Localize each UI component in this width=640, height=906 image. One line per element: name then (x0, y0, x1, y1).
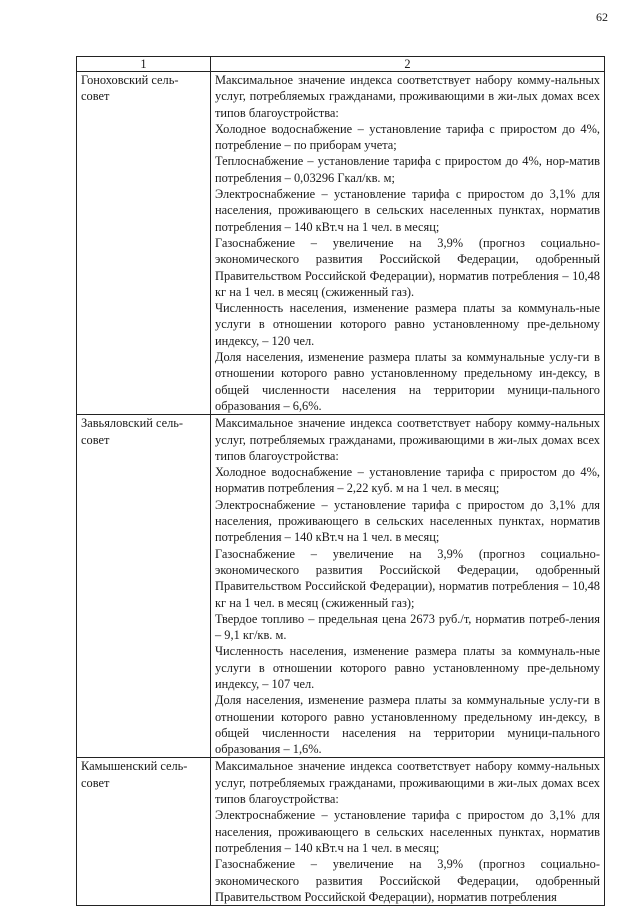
paragraph: Газоснабжение – увеличение на 3,9% (прогноз социально-экономического развития Российской Федерации, одобренный Правительством Российской Федерации), норматив потребления – 10,48 кг на 1 чел. в месяц (сжиженный газ). (215, 235, 600, 299)
paragraph: Электроснабжение – установление тарифа с приростом до 3,1% для населения, проживающего в сельских населенных пунктах, норматив потребления – 140 кВт.ч на 1 чел. в месяц; (215, 187, 600, 234)
index-description (211, 415, 605, 758)
paragraph: Твердое топливо – предельная цена 2673 руб./т, норматив потреб-ления – 9,1 кг/кв. м. (215, 611, 600, 643)
paragraph: Теплоснабжение – установление тарифа с приростом до 4%, нор-матив потребления – 0,03296 Гкал/кв. м; (215, 154, 600, 185)
table-header-row (77, 57, 605, 72)
index-description (211, 72, 605, 415)
column-header-2: 2 (211, 57, 605, 72)
table-row (77, 758, 605, 906)
paragraph: Холодное водоснабжение – установление тарифа с приростом до 4%, норматив потребления – 2,22 куб. м на 1 чел. в месяц; (215, 465, 600, 496)
table-row (77, 72, 605, 415)
index-description (211, 758, 605, 906)
paragraph: Максимальное значение индекса соответствует набору комму-нальных услуг, потребляемых гражданами, проживающими в жи-лых домах всех типов благоустройства: (215, 73, 600, 120)
document-table (76, 56, 605, 906)
municipality-name: Завьяловский сель-совет (77, 415, 211, 758)
paragraph: Газоснабжение – увеличение на 3,9% (прогноз социально-экономического развития Российской Федерации, одобренный Правительством Российской Федерации), норматив потребления – 10,48 кг на 1 чел. в месяц (сжиженный газ); (215, 546, 600, 610)
page-number: 62 (596, 10, 608, 24)
paragraph: Газоснабжение – увеличение на 3,9% (прогноз социально-экономического развития Российской Федерации, одобренный Правительством Российской Федерации), норматив потребления (215, 857, 600, 904)
paragraph: Холодное водоснабжение – установление тарифа с приростом до 4%, потребление – по приборам учета; (215, 121, 600, 153)
paragraph: Максимальное значение индекса соответствует набору комму-нальных услуг, потребляемых гражданами, проживающими в жи-лых домах всех типов благоустройства: (215, 759, 600, 807)
paragraph: Доля населения, изменение размера платы за коммунальные услу-ги в отношении которого равно установленному предельному ин-дексу, в общей численности населения на территории муници-пального образования – 1,6%. (215, 693, 600, 757)
paragraph: Максимальное значение индекса соответствует набору комму-нальных услуг, потребляемых гражданами, проживающими в жи-лых домах всех типов благоустройства: (215, 416, 600, 463)
table-row (77, 415, 605, 758)
municipality-name: Камышенский сель-совет (77, 758, 211, 906)
municipality-name: Гоноховский сель-совет (77, 72, 211, 415)
column-header-1: 1 (77, 57, 211, 72)
paragraph: Численность населения, изменение размера платы за коммуналь-ные услуги в отношении которого равно установленному пре-дельному индексу, – 107 чел. (215, 644, 600, 691)
paragraph: Доля населения, изменение размера платы за коммунальные услу-ги в отношении которого равно установленному предельному ин-дексу, в общей численности населения на территории муници-пального образования – 6,6%. (215, 350, 600, 413)
paragraph: Численность населения, изменение размера платы за коммуналь-ные услуги в отношении которого равно установленному пре-дельному индексу, – 120 чел. (215, 301, 600, 348)
paragraph: Электроснабжение – установление тарифа с приростом до 3,1% для населения, проживающего в сельских населенных пунктах, норматив потребления – 140 кВт.ч на 1 чел. в месяц; (215, 808, 600, 855)
paragraph: Электроснабжение – установление тарифа с приростом до 3,1% для населения, проживающего в сельских населенных пунктах, норматив потребления – 140 кВт.ч на 1 чел. в месяц; (215, 497, 600, 545)
